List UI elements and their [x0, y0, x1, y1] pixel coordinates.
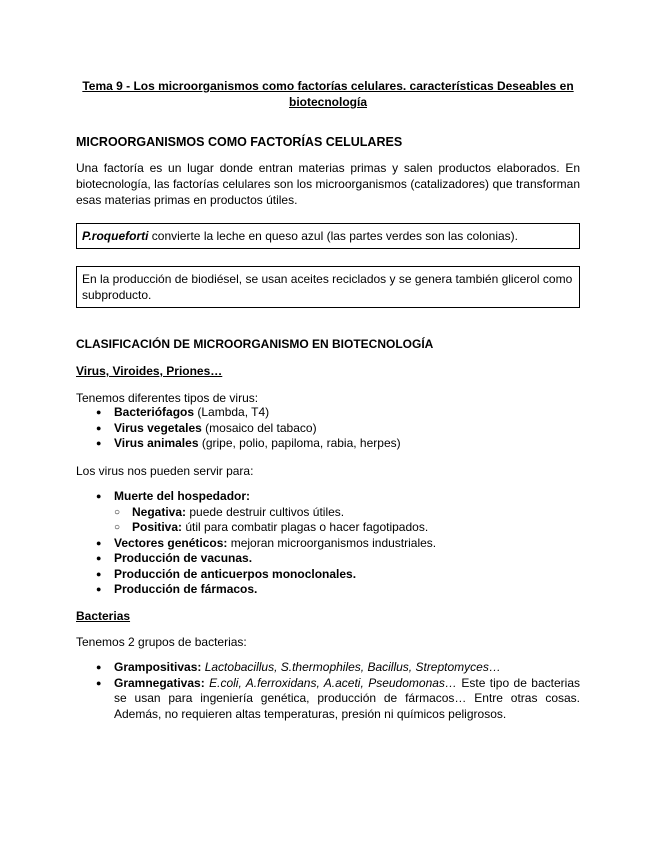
- virus-uses-intro: Los virus nos pueden servir para:: [76, 464, 254, 478]
- list-item: ● Gramnegativas: E.coli, A.ferroxidans, A.aceti, Pseudomonas… Este tipo de bacterias se usan para ingeniería genética, producción de fármacos… Entre otras cosas. Además, no requieren altas temperaturas, presión ni químicos peligrosos.: [96, 676, 580, 723]
- example-box-roqueforti: [76, 223, 580, 249]
- example-box-biodiesel: [76, 266, 580, 308]
- bacteria-intro: Tenemos 2 grupos de bacterias:: [76, 635, 247, 649]
- species-name: P.roqueforti: [82, 229, 149, 243]
- list-item: ● Virus vegetales (mosaico del tabaco): [96, 421, 580, 437]
- box2-text: En la producción de biodiésel, se usan aceites reciclados y se genera también glicerol como subproducto.: [82, 272, 573, 302]
- virus-intro: Tenemos diferentes tipos de virus:: [76, 391, 259, 405]
- section-heading-classification: CLASIFICACIÓN DE MICROORGANISMO EN BIOTECNOLOGÍA: [76, 337, 434, 351]
- box1-text: convierte la leche en queso azul (las partes verdes son las colonias).: [148, 229, 518, 243]
- list-item: ● Muerte del hospedador:: [96, 489, 580, 505]
- subheading-bacteria: Bacterias: [76, 609, 131, 623]
- list-item: ● Producción de fármacos.: [96, 582, 580, 598]
- list-item: ● Vectores genéticos: mejoran microorganismos industriales.: [96, 536, 580, 552]
- sub-list-item: ○ Positiva: útil para combatir plagas o hacer fagotipados.: [96, 520, 580, 536]
- subheading-virus: Virus, Viroides, Priones…: [76, 364, 223, 378]
- sub-list-item: ○ Negativa: puede destruir cultivos útiles.: [96, 505, 580, 521]
- list-item: ● Bacteriófagos (Lambda, T4): [96, 405, 580, 421]
- list-item: ● Virus animales (gripe, polio, papiloma, rabia, herpes): [96, 436, 580, 452]
- list-item: ● Producción de vacunas.: [96, 551, 580, 567]
- bacteria-list: [96, 660, 580, 722]
- intro-paragraph: Una factoría es un lugar donde entran materias primas y salen productos elaborados. En biotecnología, las factorías celulares son los microorganismos (catalizadores) que transforman esas materias primas en productos útiles.: [76, 161, 580, 207]
- title-line-1: Tema 9 - Los microorganismos como factorías celulares. características Deseables en: [82, 79, 574, 93]
- virus-types-list: [96, 405, 580, 452]
- section-heading-factories: MICROORGANISMOS COMO FACTORÍAS CELULARES: [76, 135, 403, 149]
- title-line-2: biotecnología: [289, 95, 367, 109]
- list-item: ● Grampositivas: Lactobacillus, S.thermophiles, Bacillus, Streptomyces…: [96, 660, 580, 676]
- document-title: [76, 78, 580, 110]
- list-item: ● Producción de anticuerpos monoclonales.: [96, 567, 580, 583]
- virus-uses-list: [96, 489, 580, 598]
